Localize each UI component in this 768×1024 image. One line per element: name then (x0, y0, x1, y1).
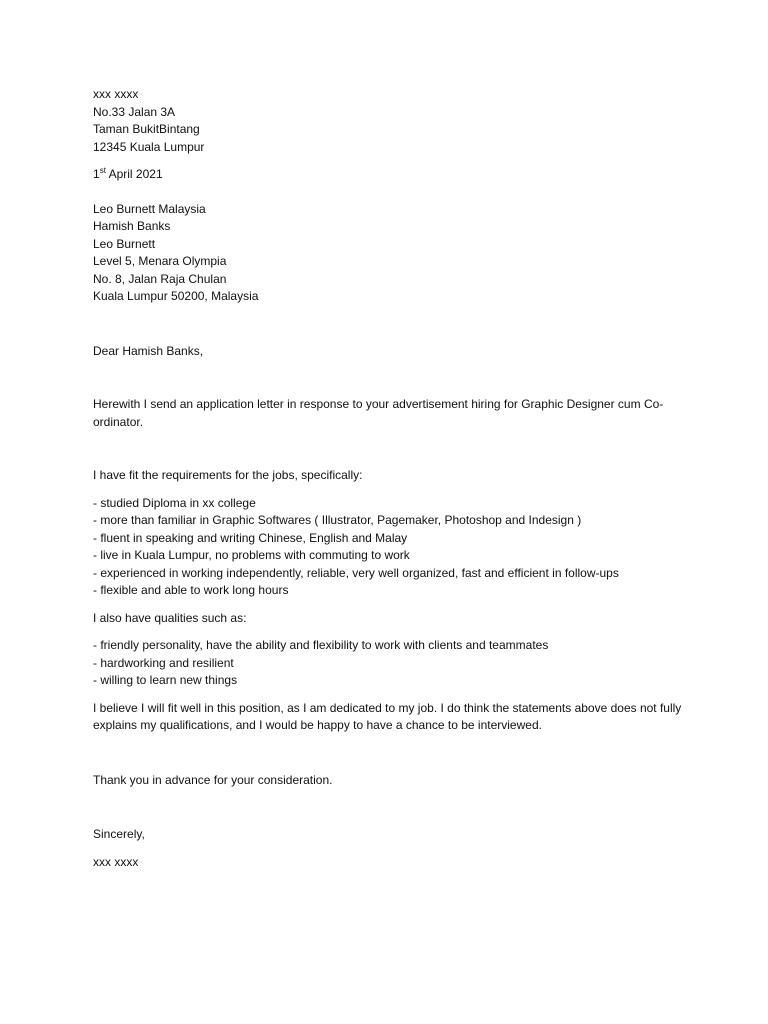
recipient-block (93, 201, 693, 306)
letter-date (93, 166, 693, 184)
sender-name: xxx xxxx (93, 87, 139, 101)
qualities-heading: I also have qualities such as: (93, 610, 247, 625)
qualities-list (93, 637, 693, 690)
date-day: 1 (93, 167, 100, 181)
recipient-line: Level 5, Menara Olympia (93, 254, 227, 268)
requirements-heading: I have fit the requirements for the jobs, specifically: (93, 468, 363, 482)
list-item: - more than familiar in Graphic Softwares ( Illustrator, Pagemaker, Photoshop and Indesign ) (93, 513, 582, 527)
salutation: Dear Hamish Banks, (93, 343, 204, 358)
requirements-list (93, 495, 693, 600)
application-letter (93, 86, 693, 871)
intro-paragraph: Herewith I send an application letter in response to your advertisement hiring for Graphic Designer cum Co-ordinator. (93, 397, 664, 429)
list-item: - experienced in working independently, reliable, very well organized, fast and efficient in follow-ups (93, 565, 619, 580)
thanks-line: Thank you in advance for your consideration. (93, 772, 333, 787)
sender-address-line-2: Taman BukitBintang (93, 122, 200, 136)
sender-block (93, 86, 693, 156)
list-item: - studied Diploma in xx college (93, 495, 256, 510)
sender-address-line-3: 12345 Kuala Lumpur (93, 139, 205, 154)
recipient-line: Hamish Banks (93, 219, 171, 233)
recipient-line: Kuala Lumpur 50200, Malaysia (93, 289, 259, 303)
list-item: - flexible and able to work long hours (93, 583, 289, 597)
date-rest: April 2021 (105, 167, 163, 181)
list-item: - friendly personality, have the ability and flexibility to work with clients and teammates (93, 638, 549, 652)
signoff: Sincerely, (93, 827, 145, 841)
signature-name: xxx xxxx (93, 854, 139, 869)
list-item: - hardworking and resilient (93, 655, 234, 670)
recipient-line: No. 8, Jalan Raja Chulan (93, 271, 227, 286)
date-suffix: st (99, 166, 106, 175)
sender-address-line-1: No.33 Jalan 3A (93, 104, 176, 119)
list-item: - live in Kuala Lumpur, no problems with commuting to work (93, 548, 410, 562)
recipient-line: Leo Burnett Malaysia (93, 201, 206, 216)
recipient-line: Leo Burnett (93, 236, 156, 251)
closing-paragraph: I believe I will fit well in this position, as I am dedicated to my job. I do think the statements above does not fully explains my qualifications, and I would be happy to have a chance to be interviewed. (93, 700, 682, 732)
list-item: - willing to learn new things (93, 673, 238, 687)
list-item: - fluent in speaking and writing Chinese, English and Malay (93, 530, 408, 545)
